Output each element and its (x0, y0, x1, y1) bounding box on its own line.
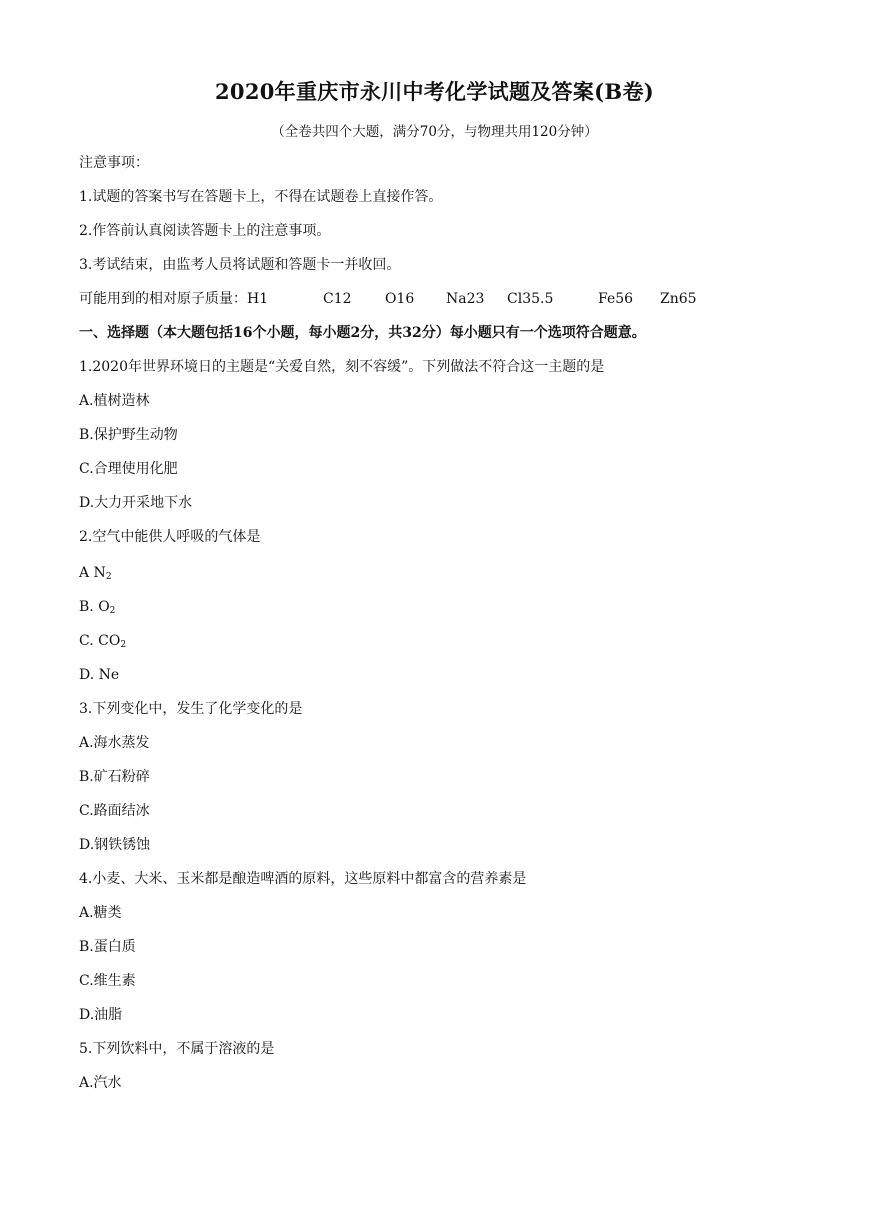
question-option (79, 564, 112, 586)
question-option: D.大力开采地下水 (79, 495, 193, 511)
atomic-mass-entry: O16 (385, 291, 415, 307)
option-subscript: 2 (105, 572, 112, 582)
question-stem: 4.小麦、大米、玉米都是酿造啤酒的原料，这些原料中都富含的营养素是 (79, 871, 527, 887)
question-stem: 2.空气中能供人呼吸的气体是 (79, 529, 261, 545)
atomic-mass-entry: C12 (323, 291, 352, 307)
section-heading: 一、选择题（本大题包括16个小题，每小题2分，共32分）每小题只有一个选项符合题意。 (79, 325, 646, 341)
question-option: D.油脂 (79, 1007, 123, 1023)
question-option: C.合理使用化肥 (79, 461, 178, 477)
atomic-mass-entry: Cl35.5 (507, 291, 554, 307)
option-subscript: 2 (109, 606, 116, 616)
atomic-mass-entry: Zn65 (660, 291, 697, 307)
question-stem: 5.下列饮料中，不属于溶液的是 (79, 1041, 275, 1057)
question-option: B.保护野生动物 (79, 427, 178, 443)
question-option: A.海水蒸发 (79, 735, 150, 751)
option-text: C. CO (79, 633, 121, 649)
note-item: 1.试题的答案书写在答题卡上，不得在试题卷上直接作答。 (79, 189, 443, 205)
page-subtitle: （全卷共四个大题，满分70分，与物理共用120分钟） (271, 124, 598, 140)
note-item: 3.考试结束，由监考人员将试题和答题卡一并收回。 (79, 257, 401, 273)
question-option (79, 666, 119, 684)
notes-heading: 注意事项： (79, 155, 149, 171)
page-title: 2020年重庆市永川中考化学试题及答案(B卷) (215, 79, 654, 104)
question-stem: 3.下列变化中，发生了化学变化的是 (79, 701, 303, 717)
question-option: A.植树造林 (79, 393, 150, 409)
note-item: 2.作答前认真阅读答题卡上的注意事项。 (79, 223, 331, 239)
question-option: A.糖类 (79, 905, 122, 921)
atomic-masses-label: 可能用到的相对原子质量：H1 (79, 291, 269, 307)
question-option: D.钢铁锈蚀 (79, 837, 151, 853)
option-subscript: 2 (120, 640, 127, 650)
question-option: B.蛋白质 (79, 939, 136, 955)
option-text: D. Ne (79, 667, 120, 683)
question-option: B.矿石粉碎 (79, 769, 150, 785)
question-stem: 1.2020年世界环境日的主题是“关爱自然，刻不容缓”。下列做法不符合这一主题的是 (79, 359, 605, 375)
option-text: A N (79, 565, 106, 581)
atomic-mass-entry: Fe56 (598, 291, 634, 307)
question-option: C.维生素 (79, 973, 136, 989)
question-option: C.路面结冰 (79, 803, 150, 819)
atomic-mass-entry: Na23 (446, 291, 485, 307)
question-option (79, 632, 126, 654)
question-option (79, 598, 115, 620)
option-text: B. O (79, 599, 110, 615)
question-option: A.汽水 (79, 1075, 122, 1091)
